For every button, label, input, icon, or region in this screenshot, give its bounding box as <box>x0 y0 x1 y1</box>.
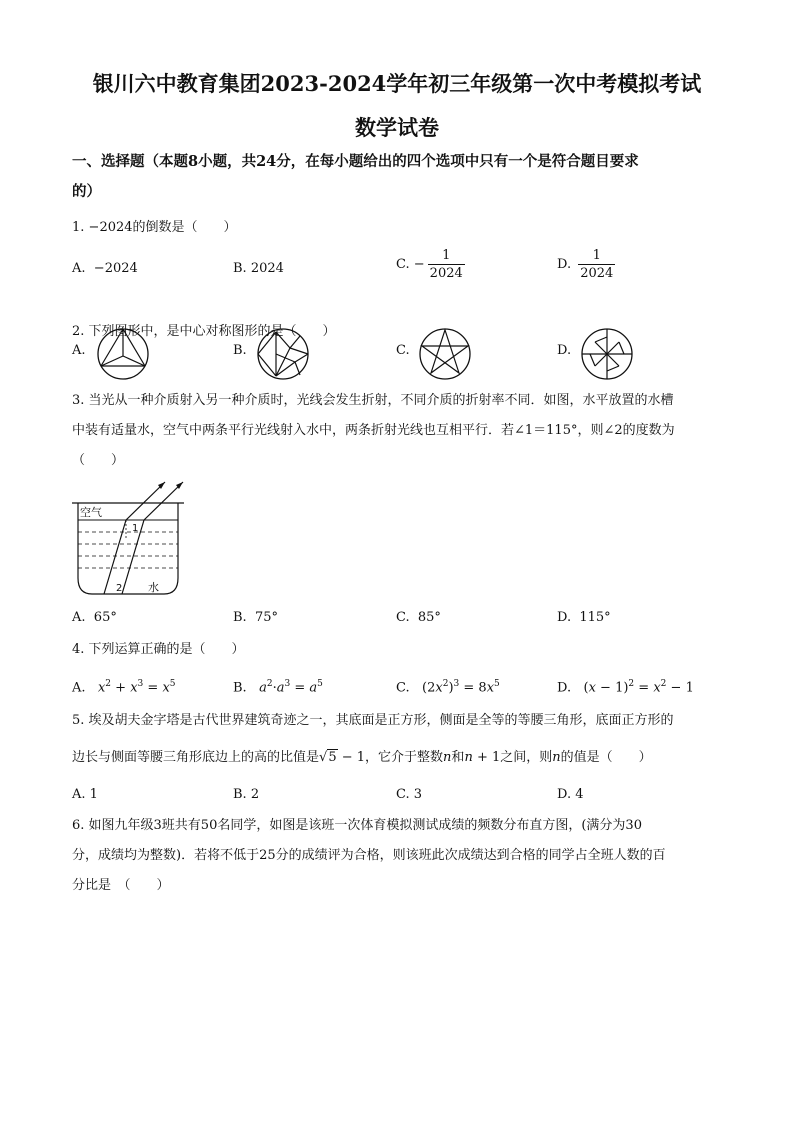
option-label: D. <box>557 257 572 272</box>
question-3-stem-line1: 3. 当光从一种介质射入另一种介质时，光线会发生折射，不同介质的折射率不同．如图，水平放置的水槽 <box>72 393 674 408</box>
water-label: 水 <box>148 581 159 594</box>
q2-figure-d <box>579 326 635 382</box>
question-4-stem: 4. 下列运算正确的是（ ） <box>72 642 245 657</box>
option-label: B. <box>233 610 247 625</box>
math-exp: 2 <box>628 679 635 689</box>
q5-option-c[interactable] <box>396 787 422 802</box>
q4-option-d[interactable] <box>557 679 694 695</box>
q5-option-a[interactable] <box>72 787 98 802</box>
question-3-stem-line3: （ ） <box>72 453 125 468</box>
fraction-denominator: 2024 <box>429 266 463 281</box>
q1-c-fraction <box>428 247 465 282</box>
question-number: 1. <box>72 220 85 235</box>
option-label: D. <box>557 787 572 802</box>
q1-option-b[interactable] <box>233 261 284 276</box>
math-var: x <box>97 680 106 696</box>
math-op: = <box>634 680 654 696</box>
math-exp: 3 <box>453 679 460 689</box>
option-text: 115° <box>579 610 611 625</box>
q2-stem-text: 下列图形中，是中心对称图形的是（ ） <box>88 324 336 339</box>
option-text: 65° <box>93 610 117 625</box>
q2-figure-a <box>95 326 151 382</box>
question-number: 2. <box>72 324 85 339</box>
q5-text: ，它介于整数 <box>365 750 444 765</box>
math-var: x <box>588 680 596 696</box>
q5-text: + 1之间，则 <box>472 750 553 765</box>
option-label: A. <box>72 787 86 802</box>
option-label: A. <box>72 680 86 696</box>
math-exp: 2 <box>442 679 449 689</box>
math-op: = <box>290 680 310 696</box>
option-text: 75° <box>254 610 278 625</box>
fraction-numerator: 1 <box>428 247 465 265</box>
angle-2-label: 2 <box>116 583 123 594</box>
q5-sqrt: 5 <box>328 750 337 765</box>
air-label: 空气 <box>80 506 102 519</box>
option-text: 4 <box>575 787 584 802</box>
question-6-stem-line3: 分比是 （ ） <box>72 878 170 893</box>
q5-option-d[interactable] <box>557 787 584 802</box>
question-6-stem-line1: 6. 如图九年级3班共有50名同学，如图是该班一次体育模拟测试成绩的频数分布直方图，(满分为30 <box>72 818 642 833</box>
question-5-stem-line2: 边长与侧面等腰三角形底边上的高的比值是√5 − 1，它介于整数n和n + 1之间，则n的值是（ ） <box>72 750 652 765</box>
math-op: − 1 <box>337 750 366 765</box>
math-var: x <box>486 680 495 696</box>
math-op: = <box>143 680 163 696</box>
math-exp: 3 <box>284 679 291 689</box>
q2-figure-c <box>417 326 473 382</box>
math-op: − 1 <box>666 680 694 696</box>
option-label: D. <box>557 610 572 625</box>
math-var: n <box>464 750 473 765</box>
section-heading-cont: 的） <box>72 183 101 200</box>
math-var: x <box>162 680 170 696</box>
question-6-stem-line2: 分，成绩均为整数)．若将不低于25分的成绩评为合格，则该班此次成绩达到合格的同学占全班人数的百 <box>72 848 666 863</box>
option-label: C. <box>396 787 410 802</box>
math-var: x <box>653 680 661 696</box>
q4-option-c[interactable] <box>396 679 500 695</box>
math-op: = 8 <box>459 680 487 696</box>
option-label: A. <box>72 261 86 276</box>
option-text: 3 <box>413 787 423 802</box>
exam-subtitle: 数学试卷 <box>355 115 439 140</box>
option-text: −2024 <box>93 261 138 276</box>
q3-option-d[interactable] <box>557 610 611 625</box>
q1-expression: −2024 <box>88 220 133 235</box>
option-text: 2024 <box>250 261 284 276</box>
q2-option-a-label[interactable]: A. <box>72 343 86 358</box>
math-var: n <box>443 750 452 765</box>
question-1-stem <box>72 218 237 238</box>
math-op: (2 <box>422 680 436 696</box>
math-exp: 3 <box>137 679 144 689</box>
q1-stem-text: 的倒数是（ ） <box>132 220 237 235</box>
math-op: + <box>111 680 131 696</box>
option-label: C. <box>396 257 410 272</box>
math-var: a <box>309 680 318 696</box>
math-exp: 5 <box>169 679 176 689</box>
math-exp: 5 <box>317 679 323 689</box>
option-label: B. <box>233 261 247 276</box>
math-var: a <box>276 680 285 696</box>
q2-option-c-label[interactable]: C. <box>396 343 410 358</box>
q2-option-d-label[interactable]: D. <box>557 343 572 358</box>
q3-option-a[interactable] <box>72 610 117 625</box>
option-label: A. <box>72 610 86 625</box>
fraction-denominator: 2024 <box>580 266 614 281</box>
option-sign: − <box>413 257 425 272</box>
q4-option-b[interactable] <box>233 679 323 695</box>
q1-d-fraction <box>578 247 615 282</box>
exam-title: 银川六中教育集团2023-2024学年初三年级第一次中考模拟考试 <box>92 71 702 96</box>
math-var: n <box>552 750 561 765</box>
q1-option-c[interactable] <box>396 247 465 282</box>
q5-option-b[interactable] <box>233 787 259 802</box>
math-exp: 5 <box>494 679 500 689</box>
question-3-stem-line2: 中装有适量水，空气中两条平行光线射入水中，两条折射光线也互相平行．若∠1＝115°，则∠2的度数为 <box>72 423 675 438</box>
math-op: ( <box>583 680 589 696</box>
q2-option-b-label[interactable]: B. <box>233 343 247 358</box>
q3-option-b[interactable] <box>233 610 278 625</box>
math-exp: 2 <box>266 679 273 689</box>
q1-option-a[interactable] <box>72 261 138 276</box>
option-label: B. <box>233 680 247 696</box>
q5-text: 和 <box>451 750 465 765</box>
option-label: D. <box>557 680 572 696</box>
option-label: C. <box>396 610 410 625</box>
q4-option-a[interactable] <box>72 679 176 695</box>
option-text: 2 <box>250 787 260 802</box>
math-op: · <box>272 680 277 696</box>
q5-text: 边长与侧面等腰三角形底边上的高的比值是 <box>72 750 320 765</box>
math-exp: 2 <box>105 679 112 689</box>
q3-water-tank-figure <box>70 478 195 600</box>
option-text: 85° <box>417 610 441 625</box>
q5-text: 的值是（ ） <box>560 750 652 765</box>
option-label: B. <box>233 787 247 802</box>
angle-1-label: 1 <box>132 523 139 534</box>
option-label: C. <box>396 680 410 696</box>
math-var: x <box>130 680 138 696</box>
q2-figure-b <box>255 326 311 382</box>
option-text: 1 <box>89 787 98 802</box>
math-var: a <box>259 680 267 696</box>
question-5-stem-line1: 5. 埃及胡夫金字塔是古代世界建筑奇迹之一，其底面是正方形，侧面是全等的等腰三角形，底面正方形的 <box>72 713 674 728</box>
section-heading: 一、选择题（本题8小题，共24分，在每小题给出的四个选项中只有一个是符合题目要求 <box>72 153 639 170</box>
q3-option-c[interactable] <box>396 610 441 625</box>
math-var: x <box>435 680 443 696</box>
math-exp: 2 <box>660 679 667 689</box>
math-op: − 1) <box>595 680 629 696</box>
math-op: ) <box>448 680 454 696</box>
q1-option-d[interactable] <box>557 247 615 282</box>
fraction-numerator: 1 <box>578 247 615 265</box>
